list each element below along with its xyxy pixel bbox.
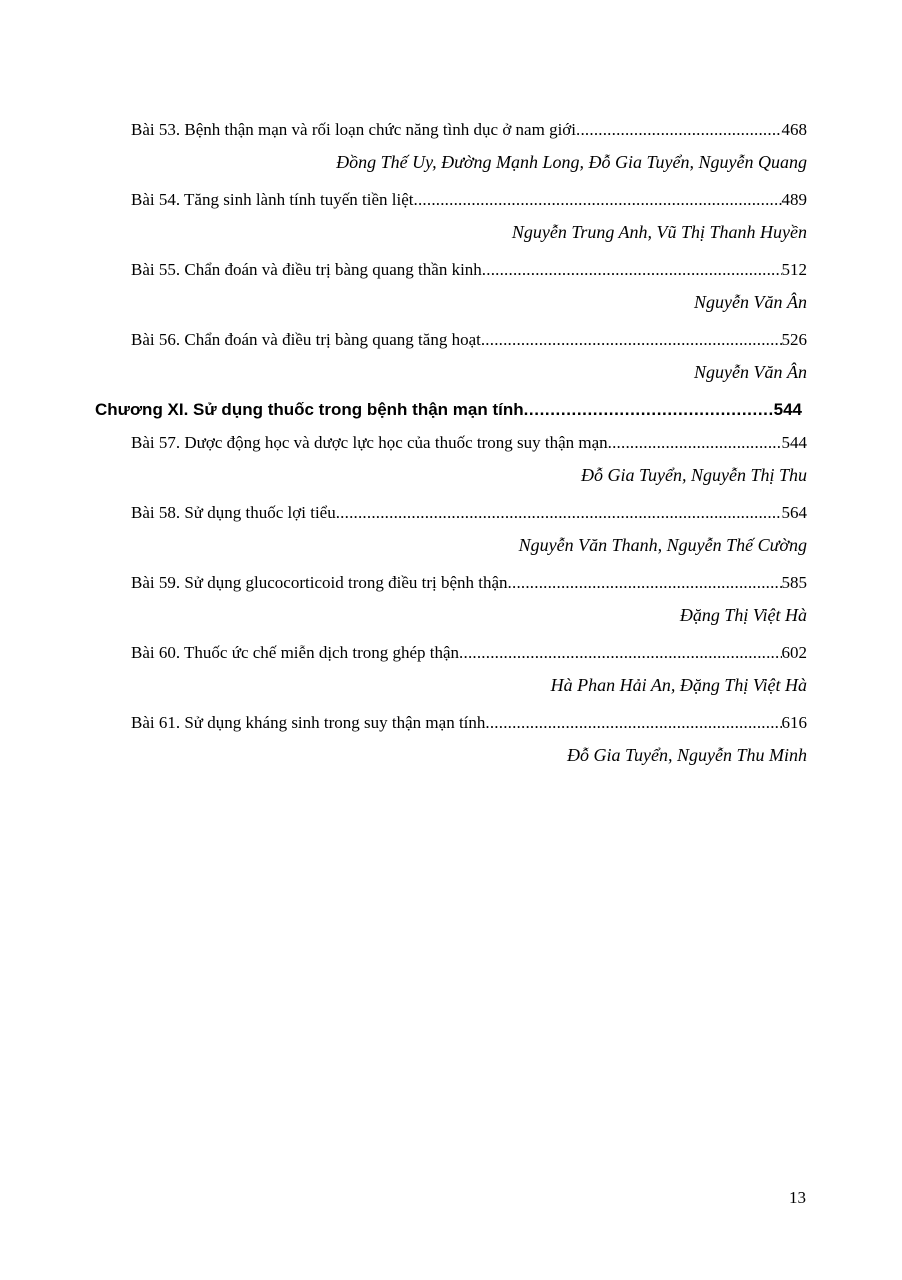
dot-leader [336, 503, 782, 523]
entry-authors: Đặng Thị Việt Hà [679, 605, 807, 625]
toc-entry-59 [131, 573, 807, 593]
entry-authors: Nguyễn Văn Thanh, Nguyễn Thế Cường [518, 535, 807, 555]
toc-entry-61 [131, 713, 807, 733]
toc-entry-58 [131, 503, 807, 523]
entry-page: 616 [781, 713, 807, 732]
dot-leader [459, 643, 781, 663]
entry-title: Bài 56. Chẩn đoán và điều trị bàng quang tăng hoạt [131, 330, 481, 349]
toc-entry-57 [131, 433, 807, 453]
entry-page: 512 [781, 260, 807, 279]
entry-page: 468 [781, 120, 807, 139]
dot-leader [576, 120, 781, 140]
entry-title: Bài 55. Chẩn đoán và điều trị bàng quang thần kinh [131, 260, 482, 279]
dot-leader [482, 260, 782, 280]
entry-title: Bài 57. Dược động học và dược lực học của thuốc trong suy thận mạn [131, 433, 608, 452]
entry-page: 564 [781, 503, 807, 522]
toc-entry-60 [131, 643, 807, 663]
toc-chapter-heading [95, 400, 802, 420]
entry-authors: Nguyễn Văn Ân [694, 292, 807, 312]
chapter-title: Chương XI. Sử dụng thuốc trong bệnh thận mạn tính [95, 400, 524, 419]
toc-entry-55 [131, 260, 807, 280]
dot-leader [608, 433, 782, 453]
entry-page: 544 [781, 433, 807, 452]
entry-page: 526 [781, 330, 807, 349]
dot-leader [524, 400, 774, 420]
entry-title: Bài 54. Tăng sinh lành tính tuyến tiền liệt [131, 190, 414, 209]
entry-page: 489 [781, 190, 807, 209]
entry-authors: Hà Phan Hải An, Đặng Thị Việt Hà [550, 675, 807, 695]
toc-entry-53 [131, 120, 807, 140]
chapter-page: 544 [773, 400, 802, 419]
dot-leader [508, 573, 782, 593]
entry-authors: Đồng Thế Uy, Đường Mạnh Long, Đỗ Gia Tuyển, Nguyễn Quang [336, 152, 807, 172]
entry-authors: Nguyễn Văn Ân [694, 362, 807, 382]
entry-authors: Nguyễn Trung Anh, Vũ Thị Thanh Huyền [511, 222, 807, 242]
dot-leader [481, 330, 782, 350]
entry-title: Bài 61. Sử dụng kháng sinh trong suy thận mạn tính [131, 713, 486, 732]
entry-authors: Đỗ Gia Tuyển, Nguyễn Thị Thu [580, 465, 807, 485]
page-number: 13 [789, 1188, 806, 1207]
entry-title: Bài 60. Thuốc ức chế miễn dịch trong ghép thận [131, 643, 460, 662]
toc-entry-54 [131, 190, 807, 210]
dot-leader [485, 713, 781, 733]
entry-title: Bài 58. Sử dụng thuốc lợi tiểu [131, 503, 336, 522]
toc-entry-56 [131, 330, 807, 350]
dot-leader [414, 190, 782, 210]
entry-page: 602 [781, 643, 807, 662]
entry-page: 585 [781, 573, 807, 592]
entry-title: Bài 59. Sử dụng glucocorticoid trong điều trị bệnh thận [131, 573, 508, 592]
entry-title: Bài 53. Bệnh thận mạn và rối loạn chức năng tình dục ở nam giới [131, 120, 577, 139]
entry-authors: Đỗ Gia Tuyển, Nguyễn Thu Minh [567, 745, 807, 765]
